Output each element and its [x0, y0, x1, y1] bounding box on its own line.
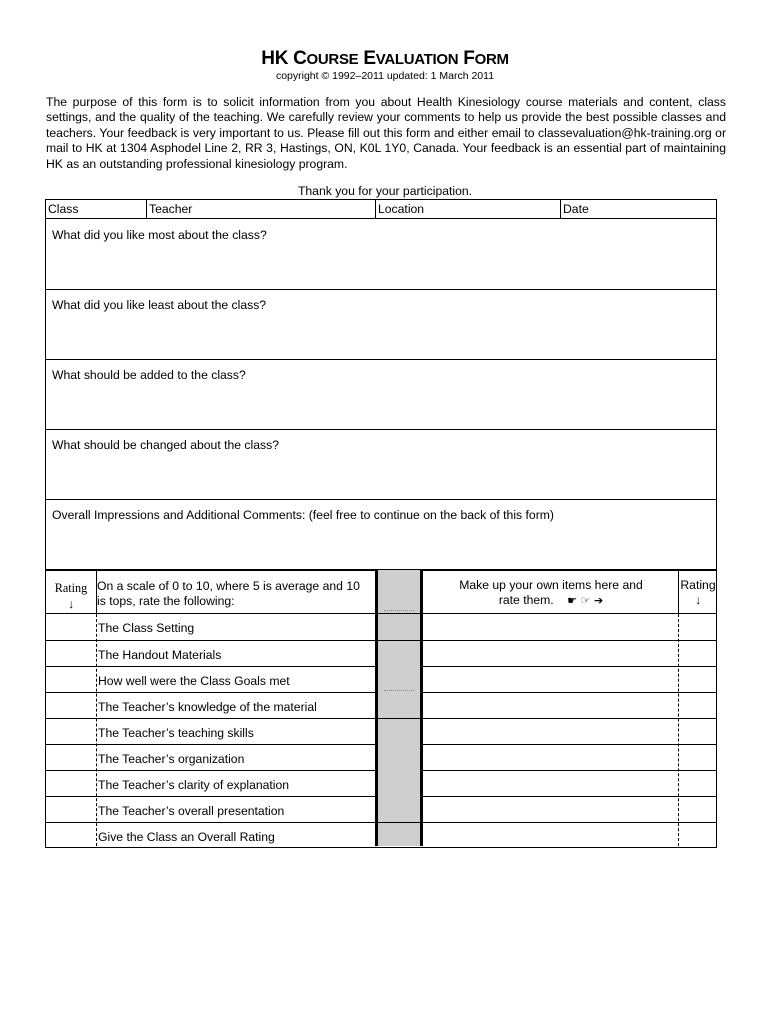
rating-item: The Class Setting	[98, 621, 195, 635]
down-arrow-icon: ↓	[67, 597, 75, 611]
shaded-separator-column	[375, 570, 423, 846]
title-part: ORM	[474, 51, 509, 68]
divider	[96, 614, 97, 846]
title-part: F	[458, 48, 475, 69]
class-field[interactable]	[46, 200, 146, 218]
question-box-changed[interactable]	[45, 429, 717, 500]
rating-item: The Teacher’s overall presentation	[98, 804, 285, 818]
question-box-added[interactable]	[45, 359, 717, 430]
rating-table	[45, 570, 717, 848]
rating-item: The Teacher’s teaching skills	[98, 726, 254, 740]
class-label: Class	[48, 202, 79, 216]
rating-item: The Teacher’s knowledge of the material	[98, 700, 317, 714]
rule	[378, 822, 420, 823]
rule	[378, 640, 420, 641]
question-box-like-least[interactable]	[45, 289, 717, 360]
question-box-overall-comments[interactable]	[45, 499, 717, 570]
custom-items-header	[426, 578, 676, 609]
rating-item: The Teacher’s organization	[98, 752, 245, 766]
form-title	[0, 48, 770, 70]
custom-instructions-line: Make up your own items here and	[459, 578, 643, 592]
custom-instructions-line: rate them.	[498, 593, 554, 608]
title-part: E	[358, 48, 376, 69]
rating-label: Rating	[54, 581, 88, 595]
teacher-field[interactable]	[147, 200, 375, 218]
title-part: HK C	[261, 48, 307, 69]
dotted-rule	[384, 690, 414, 691]
thanks-line: Thank you for your participation.	[297, 184, 473, 198]
question-label: What should be added to the class?	[52, 368, 246, 382]
date-field[interactable]	[561, 200, 717, 218]
location-field[interactable]	[376, 200, 559, 218]
question-box-like-most[interactable]	[45, 219, 717, 290]
location-label: Location	[378, 202, 425, 216]
question-label: What should be changed about the class?	[52, 438, 279, 452]
question-label: Overall Impressions and Additional Comments: (feel free to continue on the back of this form)	[52, 508, 554, 522]
title-part: VALUATION	[375, 51, 459, 68]
rating-item: The Teacher’s clarity of explanation	[98, 778, 290, 792]
date-label: Date	[563, 202, 589, 216]
question-label: What did you like least about the class?	[52, 298, 267, 312]
rule	[378, 718, 420, 719]
down-arrow-icon: ↓	[694, 593, 702, 608]
teacher-label: Teacher	[149, 202, 193, 216]
rule	[378, 613, 420, 614]
rating-item: How well were the Class Goals met	[98, 674, 290, 688]
dotted-rule	[384, 610, 414, 611]
custom-rating-column-header	[678, 578, 718, 609]
info-fields-row	[45, 199, 717, 219]
copyright-line: copyright © 1992–2011 updated: 1 March 2011	[275, 70, 495, 82]
rating-item: Give the Class an Overall Rating	[98, 830, 275, 844]
divider	[678, 614, 679, 846]
rating-item: The Handout Materials	[98, 648, 222, 662]
question-label: What did you like most about the class?	[52, 228, 267, 242]
scale-instructions: On a scale of 0 to 10, where 5 is average and 10 is tops, rate the following:	[97, 579, 360, 609]
rating-column-header	[46, 580, 96, 612]
intro-paragraph: The purpose of this form is to solicit information from you about Health Kinesiology course materials and content, class settings, and the quality of the teaching. We carefully review your comments to help us provide the best possible classes and teachers. Your feedback is very important to us. Please fill out this form and either email to classevaluation@hk-training.org or mail to HK at 1304 Asphodel Line 2, RR 3, Hastings, ON, K0L 1Y0, Canada. Your feedback is an essential part of maintaining HK as an outstanding professional kinesiology program.	[46, 95, 726, 171]
title-part: OURSE	[306, 51, 359, 68]
pointing-hand-icon: ☛ ☞ ➔	[567, 594, 604, 608]
rating-label: Rating	[680, 578, 716, 592]
